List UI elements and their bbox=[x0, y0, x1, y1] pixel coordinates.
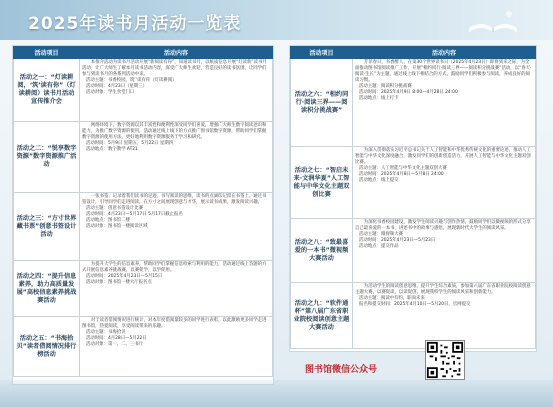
activity-name: 活动之三：“方寸世界藏书票”创意书签设计活动 bbox=[14, 193, 80, 261]
activity-meta: 活动主题：微视频大赛 bbox=[359, 232, 403, 237]
activity-meta: 活动对象：学生食堂门口 bbox=[86, 90, 135, 95]
left-activity-panel bbox=[12, 45, 274, 385]
wechat-account-label: 图书馆微信公众号 bbox=[305, 365, 378, 375]
activity-content bbox=[353, 147, 536, 219]
open-book-icon bbox=[465, 6, 521, 36]
header-content: 活动内容 bbox=[80, 47, 273, 59]
table-row bbox=[14, 193, 273, 261]
activity-meta: 活动主题：书海拾贝 bbox=[86, 330, 126, 335]
activity-content bbox=[80, 261, 273, 317]
right-activity-panel bbox=[289, 45, 537, 352]
activity-name: 活动之五：“书海拾贝”读者借阅情况排行榜活动 bbox=[14, 317, 80, 377]
activity-meta: 活动时间：4月23日（星期三） bbox=[86, 84, 148, 89]
activity-name: 活动之七：“智启未来·文润华夏”人工智能与中华文化主题双创比赛 bbox=[291, 147, 353, 219]
header-activity: 活动项目 bbox=[14, 47, 80, 59]
activity-meta: 活动时间：2025年4月9日 8:00—4月28日 24:00 bbox=[359, 90, 458, 95]
table-row bbox=[291, 219, 536, 283]
table-header-row bbox=[291, 47, 536, 59]
left-activity-table bbox=[13, 46, 273, 377]
activity-meta: 活动主题：书香校园，筑‘’读有你（灯读耕阅） bbox=[86, 78, 177, 83]
activity-meta: 活动时间：4月28日—5月22日 bbox=[86, 336, 147, 341]
activity-meta: 活动地点：图书馆二楼 bbox=[86, 218, 130, 223]
activity-name: 活动之一：“灯读耕阅，‘筑’读有你”（灯读耕阅）读书月活动宣传推介会 bbox=[14, 59, 80, 122]
mountain-scenery-decoration bbox=[0, 380, 553, 407]
activity-desc: 芳菲春日，书香醉人，在第30个世界读书日（2025年4月23日）即将到来之际，为全面推动图书馆阅读推广工作，开展“相约同行·阅读三界——阅读积分挑战赛”活动，以“春天·阅读·生长”为主题，通过线上线下相结合的方式，鼓励同学们积极参与阅读，养成良好的阅读习惯。 bbox=[355, 60, 532, 83]
activity-meta: 活动对象：第一、二、三书厅 bbox=[86, 342, 144, 347]
table-row bbox=[14, 317, 273, 377]
activity-desc: 本推介活动为读书月活动开展“新阅读有你”，知道读书月，以纸质信息开展“灯读新”读书月活动，让广大师生了解本月读书活动内容，深受广大师生欢迎，营造良好的读书氛围，让同学们参与到读书月的各系列活动中来。 bbox=[82, 60, 267, 77]
table-row bbox=[14, 122, 273, 193]
activity-meta: 活动时间：5月9日 星期五，5月22日 星期四 bbox=[86, 141, 174, 146]
activity-content bbox=[353, 219, 536, 283]
activity-name: 活动之四：“提升信息素养，助力高质量发展”高校信息素养挑战赛活动 bbox=[14, 261, 80, 317]
table-row bbox=[14, 59, 273, 122]
table-row bbox=[14, 261, 273, 317]
activity-desc: 为深化书香校园建设，激发学生阅读兴趣与创作热情，鼓励同学们以微视频的形式分享自己最喜爱的一本书，讲述书中的故事与感悟，展现新时代大学生的阅读风采。 bbox=[355, 220, 531, 231]
activity-name: 活动之二：“悦享数字资源”数字资源推广活动 bbox=[14, 122, 80, 193]
table-row bbox=[291, 283, 536, 349]
activity-content bbox=[80, 122, 273, 193]
table-row bbox=[291, 147, 536, 219]
activity-desc: 为活动学生的阅读创意思维，提升学生综合素质，参加第八届广东省职业院校阅读创意主题大赛，以赛促读，以读促创，展现我校学生的阅读风采和创新能力。 bbox=[355, 284, 531, 295]
activity-meta: 活动对象：图书馆一楼大厅报名点 bbox=[86, 280, 152, 285]
activity-desc: 对于读者借阅情况进行统计，对本年度借阅量较多的同学进行表彰，以此激励更多同学走进图书馆，热爱阅读，享受阅读带来的乐趣。 bbox=[82, 318, 267, 329]
activity-desc: 网络环境下，数字资源以其丰富性和便利性深受同学们喜爱，增强广大师生数字阅读意识和能力，为推广数字资源的使用，活动通过线上线下的方式推广图书馆数字资源，帮助同学们掌握数字资源的使用方法，更好地利用数字资源服务于学习和研究。 bbox=[82, 123, 267, 140]
activity-name: 活动之八：“致最喜爱的一本书”微视频大赛活动 bbox=[291, 219, 353, 283]
activity-meta: 活动主题：人工智能与中华文化主题双创大赛 bbox=[359, 166, 447, 171]
activity-content bbox=[80, 317, 273, 377]
activity-meta: 活动时间：4月23日—5月17日 5月17日截止报名 bbox=[86, 212, 183, 217]
activity-content bbox=[353, 283, 536, 349]
activity-name: 活动之九：“软件通杯”第八届广东省职业院校阅读创意主题大赛活动 bbox=[291, 283, 353, 349]
activity-name: 活动之六：“相约同行·阅读三界——阅读积分挑战赛” bbox=[291, 59, 353, 147]
activity-meta: 活动地点：线上打卡 bbox=[359, 96, 399, 101]
activity-meta: 活动地点：提交作品 bbox=[359, 244, 399, 249]
activity-content bbox=[353, 59, 536, 147]
activity-meta: 活动对象：图书馆一楼阅读区域 bbox=[86, 224, 148, 229]
activity-meta: 活动主题：创意书签设计比赛 bbox=[86, 206, 144, 211]
activity-meta: 报名和提交时间：2025年4月10日—5月20日，官网提交 bbox=[359, 302, 471, 307]
activity-meta: 活动时间：2025年4月8日—5月8日 24:00 bbox=[359, 172, 444, 177]
header-activity: 活动项目 bbox=[291, 47, 353, 59]
activity-meta: 活动时间：2025年4月23日—5月23日 bbox=[359, 238, 436, 243]
qr-code-icon[interactable] bbox=[425, 340, 465, 380]
activity-meta: 活动地点：数字教学 AT21 bbox=[86, 147, 138, 152]
right-activity-table bbox=[290, 46, 536, 349]
activity-meta: 活动地点：线上提交 bbox=[359, 178, 399, 183]
activity-desc: 一张书签，记录着我们读书的足迹，书写阅读的思维，读书的点滴印记留在书签上。通过书签设计，引导同学们走进阅读，在方寸之间展现创意与才华，展示读书成果，激发阅读兴趣。 bbox=[82, 194, 267, 205]
table-header-row bbox=[14, 47, 273, 59]
activity-desc: 为深入贯彻落实习近平总书记关于人工智能和中华优秀传统文化的重要论述，推动人工智能与中华文化深度融合，激发同学们的创新创造活力，开展人工智能与中华文化主题双创比赛。 bbox=[355, 148, 531, 165]
header-content: 活动内容 bbox=[353, 47, 536, 59]
page-header bbox=[0, 0, 553, 40]
activity-desc: 为提升大学生的信息素养，帮助同学们掌握信息检索与利用的能力，活动通过线上答题的方式开展信息素养挑战赛，以赛促学，以学促用。 bbox=[82, 262, 267, 273]
activity-content bbox=[80, 193, 273, 261]
activity-meta: 活动主题：阅读中有约，职尚未来 bbox=[359, 296, 425, 301]
page-title: 2025年读书月活动一览表 bbox=[28, 14, 242, 34]
activity-content bbox=[80, 59, 273, 122]
activity-meta: 活动主题：阅读积分挑战赛 bbox=[359, 84, 412, 89]
activity-meta: 活动时间：2025年4月23日—5月15日 bbox=[86, 274, 163, 279]
table-row bbox=[291, 59, 536, 147]
